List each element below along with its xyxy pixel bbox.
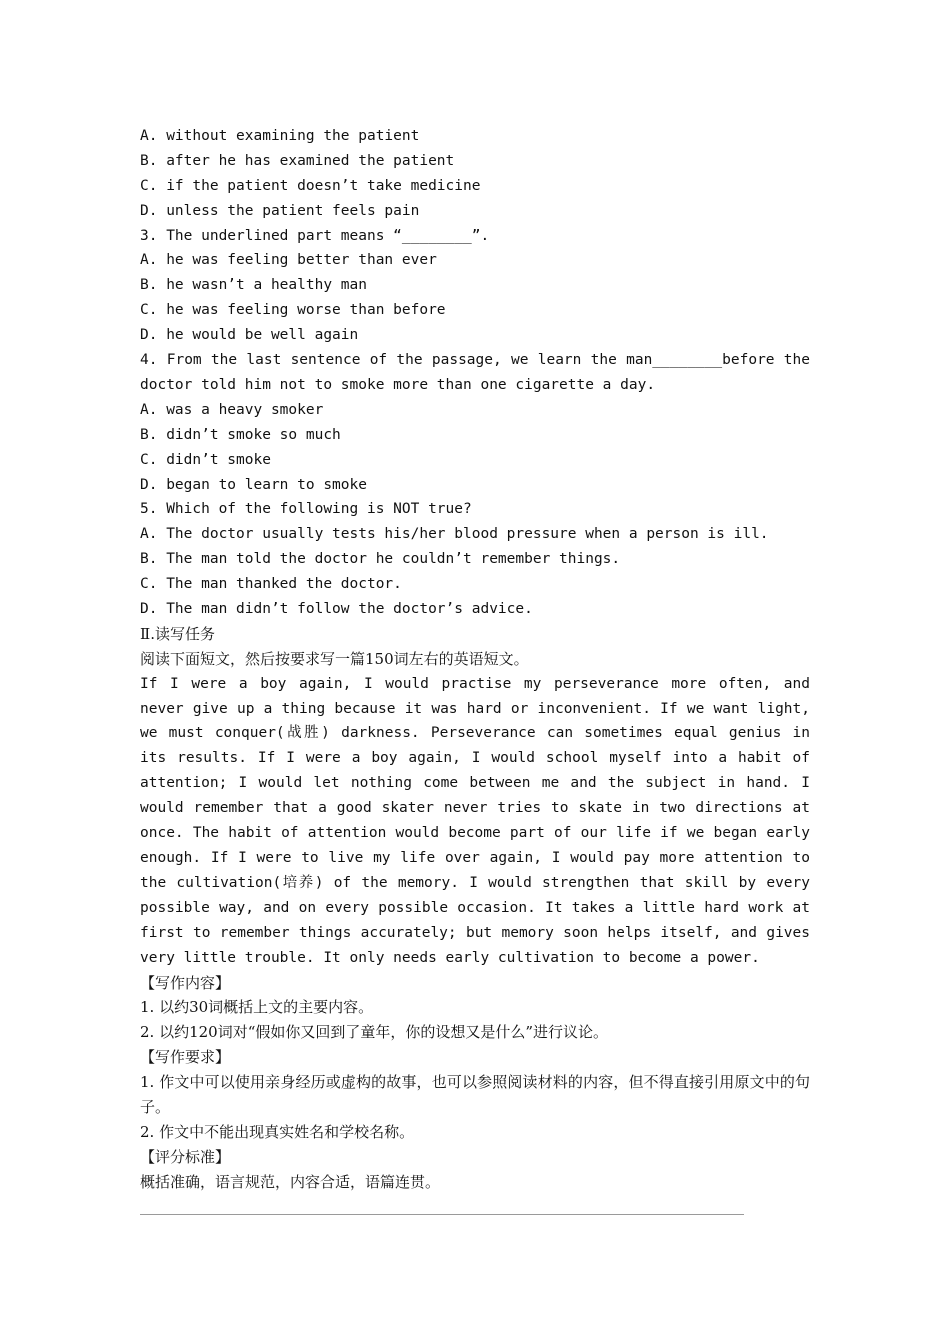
q3-option-a: A. he was feeling better than ever	[140, 252, 437, 269]
writing-requirements-heading: 【写作要求】	[140, 1048, 231, 1067]
q4-option-a: A. was a heavy smoker	[140, 401, 324, 418]
q3-option-b: B. he wasn’t a healthy man	[140, 277, 367, 294]
q2-option-a: A. without examining the patient	[140, 128, 420, 144]
q3-option-c: C. he was feeling worse than before	[140, 302, 446, 319]
section-2-heading: Ⅱ.读写任务	[140, 624, 215, 643]
question-4	[140, 348, 810, 497]
q5-option-c: C. The man thanked the doctor.	[140, 576, 402, 593]
section-2-instruction: 阅读下面短文，然后按要求写一篇150词左右的英语短文。	[140, 649, 529, 668]
q3-stem: 3. The underlined part means “________”.	[140, 227, 490, 244]
writing-content-heading: 【写作内容】	[140, 973, 231, 992]
q2-option-b: B. after he has examined the patient	[140, 152, 455, 169]
q5-option-b: B. The man told the doctor he couldn’t remember things.	[140, 551, 621, 568]
q5-option-d: D. The man didn’t follow the doctor’s advice.	[140, 600, 533, 617]
q3-option-d: D. he would be well again	[140, 327, 359, 344]
q4-option-b: B. didn’t smoke so much	[140, 426, 341, 443]
writing-requirement-item-1: 1. 作文中可以使用亲身经历或虚构的故事，也可以参照阅读材料的内容，但不得直接引用原文中的句子。	[140, 1073, 810, 1117]
page-content	[140, 124, 810, 1195]
reading-passage: If I were a boy again, I would practise my perseverance more often, and never give up a thing because it was hard or inconvenient. If we want light, we must conquer(战胜) darkness. Perseverance can sometimes equal genius in its results. If I were a boy again, I would school myself into a habit of attention; I would let nothing come between me and the subject in hand. I would remember that a good skater never tries to skate in two directions at once. The habit of attention would become part of our life if we began early enough. If I were to live my life over again, I would pay more attention to the cultivation(培养) of the memory. I would strengthen that skill by every possible way, and on every possible occasion. It takes a little hard work at first to remember things accurately; but memory soon helps itself, and gives very little trouble. It only needs early cultivation to become a power.	[140, 675, 810, 966]
q4-stem: 4. From the last sentence of the passage, we learn the man________before the doctor told him not to smoke more than one cigarette a day.	[140, 352, 810, 393]
writing-content-item-2: 2. 以约120词对“假如你又回到了童年，你的设想又是什么”进行议论。	[140, 1023, 609, 1042]
q2-option-c: C. if the patient doesn’t take medicine	[140, 177, 481, 194]
q4-option-c: C. didn’t smoke	[140, 451, 271, 468]
scoring-criteria-text: 概括准确，语言规范，内容合适，语篇连贯。	[140, 1172, 441, 1191]
writing-requirement-item-2: 2. 作文中不能出现真实姓名和学校名称。	[140, 1122, 415, 1141]
question-3	[140, 224, 810, 348]
page-divider	[140, 1214, 744, 1215]
q2-option-d: D. unless the patient feels pain	[140, 202, 420, 219]
scoring-criteria-heading: 【评分标准】	[140, 1147, 231, 1166]
q5-stem: 5. Which of the following is NOT true?	[140, 501, 472, 518]
q4-option-d: D. began to learn to smoke	[140, 476, 367, 493]
section-2-writing-task	[140, 622, 810, 1195]
question-2-options	[140, 124, 810, 224]
writing-content-item-1: 1. 以约30词概括上文的主要内容。	[140, 998, 374, 1017]
question-5	[140, 497, 810, 621]
q5-option-a: A. The doctor usually tests his/her blood pressure when a person is ill.	[140, 526, 769, 543]
